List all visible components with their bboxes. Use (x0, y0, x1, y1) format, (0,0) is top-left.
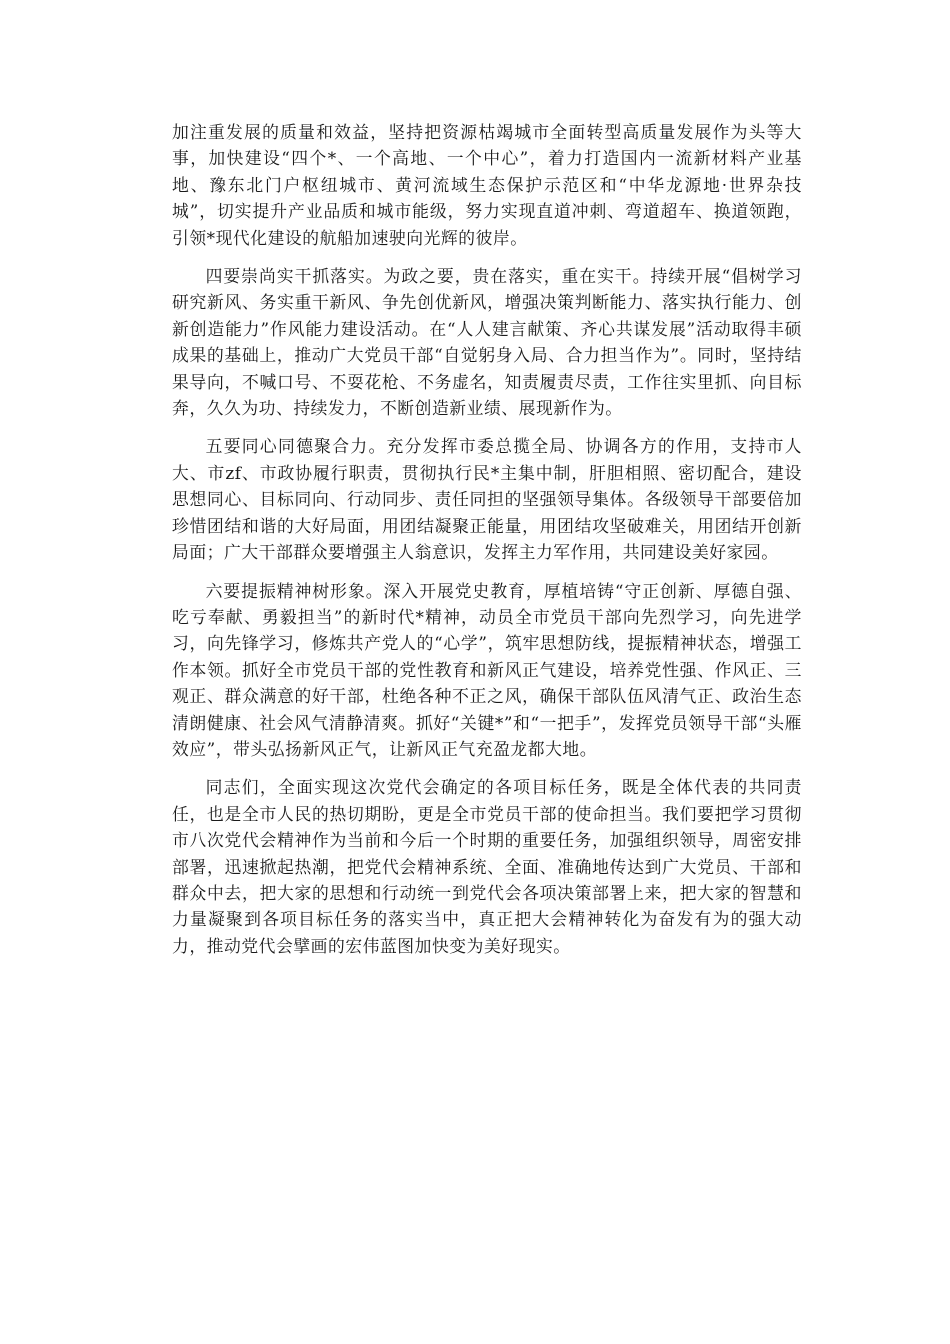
paragraph-practical-implementation: 四要崇尚实干抓落实。为政之要，贵在落实，重在实干。持续开展“倡树学习研究新风、务实重干新风、争先创优新风，增强决策判断能力、落实执行能力、创新创造能力”作风能力建设活动。在“人人建言献策、齐心共谋发展”活动取得丰硕成果的基础上，推动广大党员干部“自觉躬身入局、合力担当作为”。同时，坚持结果导向，不喊口号、不耍花枪、不务虚名，知责履责尽责，工作往实里抓、向目标奔，久久为功、持续发力，不断创造新业绩、展现新作为。 (172, 266, 802, 419)
paragraph-unity: 五要同心同德聚合力。充分发挥市委总揽全局、协调各方的作用，支持市人大、市zf、市政协履行职责，贯彻执行民*主集中制，肝胆相照、密切配合，建设思想同心、目标同向、行动同步、责任同担的坚强领导集体。各级领导干部要倍加珍惜团结和谐的大好局面，用团结凝聚正能量，用团结攻坚破难关，用团结开创新局面；广大干部群众要增强主人翁意识，发挥主力军作用，共同建设美好家园。 (172, 436, 802, 563)
paragraph-continuation: 加注重发展的质量和效益，坚持把资源枯竭城市全面转型高质量发展作为头等大事，加快建设“四个*、一个高地、一个中心”，着力打造国内一流新材料产业基地、豫东北门户枢纽城市、黄河流域生态保护示范区和“中华龙源地·世界杂技城”，切实提升产业品质和城市能级，努力实现直道冲刺、弯道超车、换道领跑，引领*现代化建设的航船加速驶向光辉的彼岸。 (172, 122, 802, 248)
paragraph-spirit-image: 六要提振精神树形象。深入开展党史教育，厚植培铸“守正创新、厚德自强、吃亏奉献、勇毅担当”的新时代*精神，动员全市党员干部向先烈学习，向先进学习，向先锋学习，修炼共产党人的“心学”，筑牢思想防线，提振精神状态，增强工作本领。抓好全市党员干部的党性教育和新风正气建设，培养党性强、作风正、三观正、群众满意的好干部，杜绝各种不正之风，确保干部队伍风清气正、政治生态清朗健康、社会风气清静清爽。抓好“关键*”和“一把手”，发挥党员领导干部“头雁效应”，带头弘扬新风正气，让新风正气充盈龙都大地。 (172, 580, 802, 759)
document-body (172, 119, 802, 971)
paragraph-closing: 同志们，全面实现这次党代会确定的各项目标任务，既是全体代表的共同责任，也是全市人民的热切期盼，更是全市党员干部的使命担当。我们要把学习贯彻市八次党代会精神作为当前和今后一个时期的重要任务，加强组织领导，周密安排部署，迅速掀起热潮，把党代会精神系统、全面、准确地传达到广大党员、干部和群众中去，把大家的思想和行动统一到党代会各项决策部署上来，把大家的智慧和力量凝聚到各项目标任务的落实当中，真正把大会精神转化为奋发有为的强大动力，推动党代会擘画的宏伟蓝图加快变为美好现实。 (172, 777, 802, 956)
